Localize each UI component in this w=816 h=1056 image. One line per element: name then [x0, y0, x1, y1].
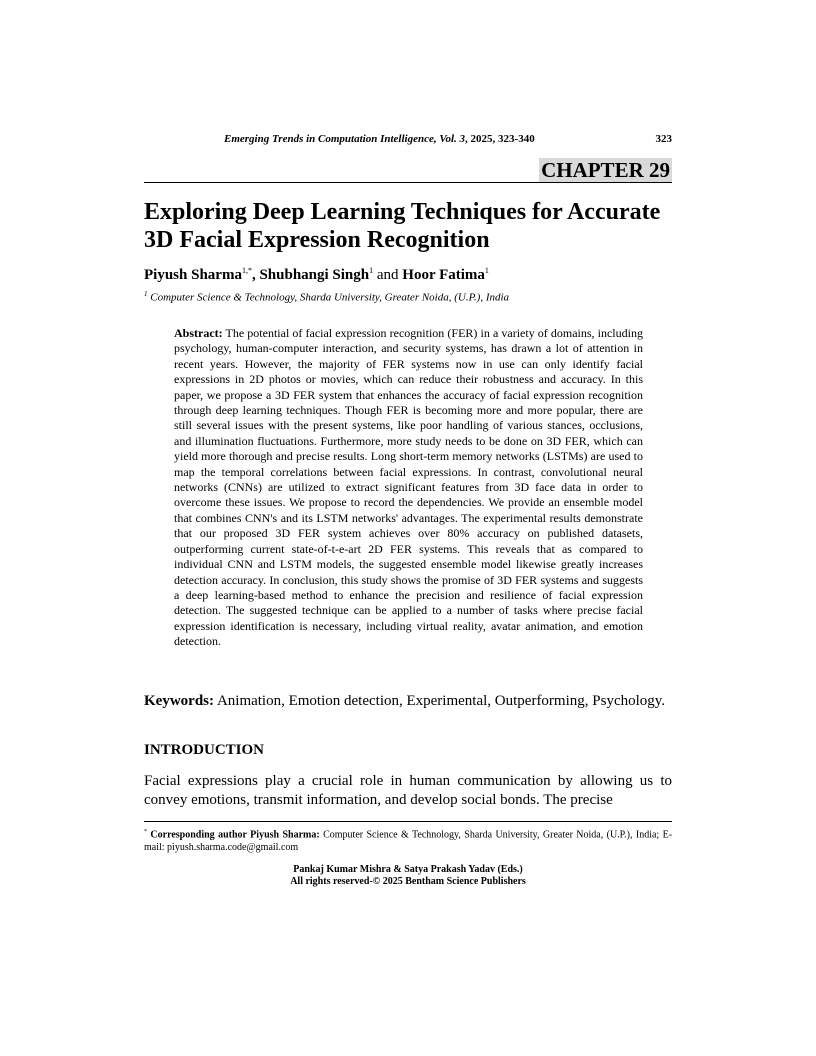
author-affiliation-mark: 1 — [369, 266, 374, 275]
abstract — [174, 326, 643, 650]
author-name: Shubhangi Singh — [259, 267, 370, 283]
author-affiliation-mark: 1,* — [241, 266, 252, 275]
chapter-divider — [144, 182, 672, 183]
editors-line: Pankaj Kumar Mishra & Satya Prakash Yadav (Eds.) — [293, 864, 523, 875]
chapter-label: CHAPTER 29 — [541, 158, 670, 182]
paper-title: Exploring Deep Learning Techniques for Accurate 3D Facial Expression Recognition — [144, 199, 661, 253]
author-name: Piyush Sharma — [144, 267, 242, 283]
journal-name: Emerging Trends in Computation Intelligence, Vol. 3 — [224, 133, 466, 145]
footnote-label: Corresponding author Piyush Sharma: — [150, 829, 320, 841]
affiliation-text: Computer Science & Technology, Sharda University, Greater Noida, (U.P.), India — [150, 291, 510, 304]
author-affiliation-mark: 1 — [484, 266, 489, 275]
keywords-text: Animation, Emotion detection, Experimental, Outperforming, Psychology. — [216, 693, 666, 709]
corresponding-author-footnote — [144, 826, 672, 855]
footnote-text: Computer Science & Technology, Sharda University, Greater Noida, (U.P.), India; E-mail: piyush.sharma.code@gmail.com — [144, 829, 673, 853]
footnote-divider — [144, 821, 672, 822]
footnote-mark: * — [144, 829, 147, 835]
author-separator: and — [373, 267, 403, 283]
page-number: 323 — [655, 133, 672, 145]
author-list — [144, 262, 489, 284]
abstract-text: The potential of facial expression recognition (FER) in a variety of domains, including psychology, human-computer interaction, and security systems, has drawn a lot of attention in recent years. However, the majority of FER systems now in use can only identify facial expressions in 2D photos or movies, which can reduce their robustness and accuracy. In this paper, we propose a 3D FER system that enhances the accuracy of facial expression recognition through deep learning techniques. Though FER is becoming more and more popular, there are still several issues with the present systems, like poor handling of various stances, occlusions, and illumination fluctuations. Furthermore, more study needs to be done on 3D FER, which can yield more thorough and precise results. Long short-term memory networks (LSTMs) are used to map the temporal correlations between facial expressions. In contrast, convolutional neural networks (CNNs) are utilized to extract significant features from 3D face data in order to overcome these issues. We propose to record the dependencies. We provide an ensemble model that combines CNN's and its LSTM networks' advantages. The experimental results demonstrate that our proposed 3D FER system achieves over 80% accuracy on published datasets, outperforming current state-of-t-e-art 2D FER systems. This reveals that as compared to individual CNN and LSTM models, the suggested ensemble model likewise greatly increases detection accuracy. In conclusion, this study shows the promise of 3D FER systems and suggests a deep learning-based method to enhance the precision and resilience of facial expression detection. The suggested technique can be applied to a number of tasks where precise facial expression identification is necessary, including virtual reality, avatar animation, and emotion detection. — [174, 326, 643, 649]
journal-issue: , 2025, 323-340 — [465, 133, 535, 145]
keywords — [144, 692, 672, 710]
publisher-info — [144, 864, 672, 889]
introduction-text: Facial expressions play a crucial role in human communication by allowing us to convey emotions, transmit information, and develop social bonds. The precise — [144, 773, 672, 808]
author-separator: , — [251, 267, 260, 283]
affiliation-mark: 1 — [144, 290, 148, 298]
keywords-label: Keywords: — [144, 693, 214, 709]
running-head — [144, 133, 672, 149]
affiliation — [144, 287, 509, 305]
copyright-line: All rights reserved-© 2025 Bentham Science Publishers — [290, 876, 526, 888]
journal-citation — [224, 133, 535, 145]
section-heading-introduction: INTRODUCTION — [144, 742, 265, 758]
author-name: Hoor Fatima — [402, 267, 485, 283]
abstract-label: Abstract: — [174, 326, 223, 340]
